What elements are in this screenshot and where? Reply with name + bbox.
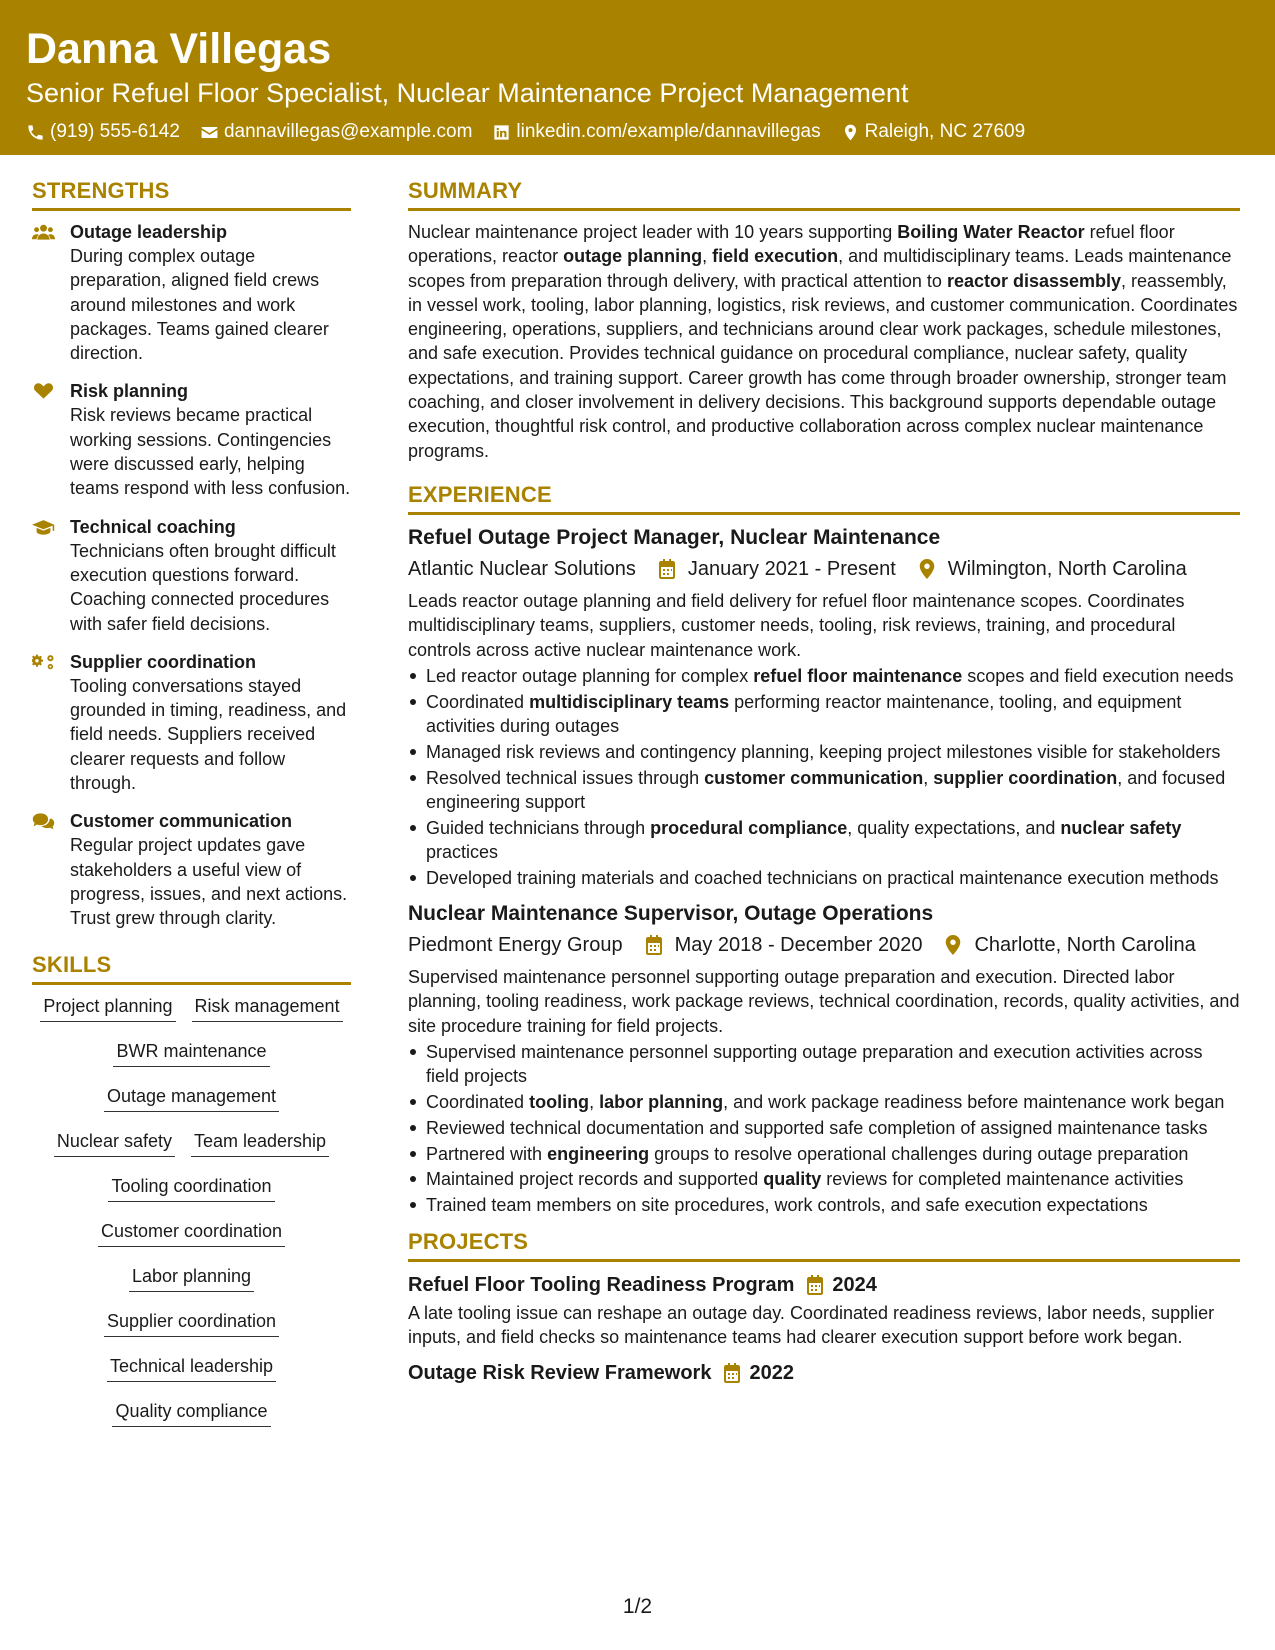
job-location: Wilmington, North Carolina <box>947 557 1187 580</box>
strength-desc: Regular project updates gave stakeholders a useful view of progress, issues, and next actions. Trust grew through clarity. <box>70 835 348 929</box>
job-bullet: Resolved technical issues through customer communication, supplier coordination, and focused engineering support <box>408 766 1240 815</box>
skill-tag: Risk management <box>192 994 343 1022</box>
project-year: 2022 <box>749 1362 794 1385</box>
strength-item <box>32 379 351 500</box>
skill-row <box>112 1399 270 1444</box>
strength-desc: Tooling conversations stayed grounded in timing, readiness, and field needs. Suppliers received clearer requests and follow through. <box>70 675 347 794</box>
project-description: A late tooling issue can reshape an outage day. Coordinated readiness reviews, labor needs, supplier inputs, and field checks so maintenance teams had clearer execution support before work began. <box>408 1302 1215 1347</box>
skills-heading: SKILLS <box>32 951 351 985</box>
skill-tag: Supplier coordination <box>104 1309 279 1337</box>
summary-text: Nuclear maintenance project leader with 10 years supporting Boiling Water Reactor refuel floor operations, reactor outage planning, field execution, and multidisciplinary teams. Leads maintenance scopes from preparation through delivery, with practical attention to reactor disassembly, reassembly, in vessel work, tooling, labor planning, logistics, risk reviews, and customer communication. Coordinates engineering, operations, suppliers, and technicians around clear work packages, schedule milestones, and safe execution. Provides technical guidance on procedural compliance, nuclear safety, quality expectations, and training support. Career growth has come through broader ownership, stronger team coaching, and closer involvement in delivery decisions. This background supports dependable outage execution, thoughtful risk control, and productive collaboration across complex nuclear maintenance programs. <box>408 222 1238 461</box>
skill-row <box>108 1174 274 1219</box>
skill-tag: Tooling coordination <box>108 1174 274 1202</box>
project-name: Refuel Floor Tooling Readiness Program <box>408 1273 795 1296</box>
job-bullet: Coordinated multidisciplinary teams performing reactor maintenance, tooling, and equipment activities during outages <box>408 690 1240 739</box>
envelope-icon <box>200 123 219 142</box>
skill-row <box>104 1309 279 1354</box>
strength-item <box>32 650 351 795</box>
phone-text: (919) 555-6142 <box>50 121 180 142</box>
contact-bar <box>26 120 1249 144</box>
candidate-name: Danna Villegas <box>26 25 332 73</box>
skill-tag: Labor planning <box>129 1264 254 1292</box>
location-pin-icon <box>918 559 936 579</box>
graduation-cap-icon <box>32 518 55 536</box>
job-meta <box>408 931 1240 959</box>
job-dates: January 2021 - Present <box>687 557 896 580</box>
job-bullet: Reviewed technical documentation and supported safe completion of assigned maintenance tasks <box>408 1116 1240 1140</box>
job-bullet: Guided technicians through procedural compliance, quality expectations, and nuclear safety practices <box>408 816 1240 865</box>
job-bullet: Maintained project records and supported quality reviews for completed maintenance activities <box>408 1167 1240 1191</box>
skill-tag: Customer coordination <box>98 1219 285 1247</box>
comments-icon <box>32 812 55 830</box>
contact-location <box>841 120 1026 144</box>
strength-title: Supplier coordination <box>70 651 257 672</box>
job-title: Refuel Outage Project Manager, Nuclear Maintenance <box>408 525 941 549</box>
calendar-icon <box>723 1363 741 1383</box>
skill-tag: Technical leadership <box>107 1354 276 1382</box>
job-bullet: Supervised maintenance personnel supporting outage preparation and execution activities across field projects <box>408 1040 1240 1089</box>
job-entry <box>408 524 1240 890</box>
phone-icon <box>26 123 45 142</box>
users-icon <box>32 223 55 241</box>
contact-linkedin[interactable] <box>492 120 820 144</box>
contact-phone[interactable] <box>26 120 180 144</box>
calendar-icon <box>658 559 676 579</box>
job-bullet: Trained team members on site procedures, work controls, and safe execution expectations <box>408 1193 1240 1217</box>
heart-icon <box>32 382 55 400</box>
strength-title: Outage leadership <box>70 222 228 242</box>
resume-header <box>0 0 1275 155</box>
job-meta <box>408 555 1240 583</box>
location-pin-icon <box>944 935 962 955</box>
skill-tag: Project planning <box>40 994 175 1022</box>
skill-tag: Outage management <box>104 1084 279 1112</box>
resume-body <box>0 155 1275 1444</box>
project-entry <box>408 1271 1240 1350</box>
email-text: dannavillegas@example.com <box>223 121 473 142</box>
candidate-title: Senior Refuel Floor Specialist, Nuclear Maintenance Project Management <box>26 78 909 108</box>
job-description: Supervised maintenance personnel supporting outage preparation and execution. Directed labor planning, tooling readiness, work package reviews, technical coordination, records, quality activities, and site procedure training for field projects. <box>408 967 1240 1036</box>
job-bullet: Developed training materials and coached technicians on practical maintenance execution methods <box>408 866 1240 890</box>
right-column <box>408 177 1240 1444</box>
company-name: Atlantic Nuclear Solutions <box>408 557 636 580</box>
job-description: Leads reactor outage planning and field delivery for refuel floor maintenance scopes. Coordinates multidisciplinary teams, suppliers, customer needs, tooling, risk reviews, training, and procedural controls across active nuclear maintenance work. <box>408 590 1185 660</box>
strength-item <box>32 220 351 365</box>
experience-heading: EXPERIENCE <box>408 481 1240 515</box>
job-title: Nuclear Maintenance Supervisor, Outage Operations <box>408 902 934 926</box>
job-entry <box>408 900 1240 1217</box>
company-name: Piedmont Energy Group <box>408 934 623 957</box>
calendar-icon <box>645 935 663 955</box>
contact-email[interactable] <box>200 120 472 144</box>
skill-tag: BWR maintenance <box>113 1039 269 1067</box>
strengths-heading: STRENGTHS <box>32 177 351 211</box>
skill-tag: Quality compliance <box>112 1399 270 1427</box>
project-year: 2024 <box>832 1273 877 1296</box>
job-location: Charlotte, North Carolina <box>974 934 1196 957</box>
skill-row <box>129 1264 254 1309</box>
project-entry <box>408 1359 1240 1387</box>
job-bullet: Coordinated tooling, labor planning, and work package readiness before maintenance work began <box>408 1090 1240 1114</box>
skill-row <box>54 1129 329 1174</box>
job-bullet: Partnered with engineering groups to resolve operational challenges during outage preparation <box>408 1142 1240 1166</box>
skill-row <box>98 1219 285 1264</box>
calendar-icon <box>806 1275 824 1295</box>
job-bullets <box>408 664 1240 890</box>
strength-desc: Risk reviews became practical working sessions. Contingencies were discussed early, helping teams respond with less confusion. <box>70 405 351 499</box>
page-number: 1/2 <box>622 1595 653 1618</box>
job-bullet: Led reactor outage planning for complex refuel floor maintenance scopes and field execution needs <box>408 664 1240 688</box>
job-dates: May 2018 - December 2020 <box>674 934 923 957</box>
strength-desc: During complex outage preparation, aligned field crews around milestones and work packages. Teams gained clearer direction. <box>70 246 329 364</box>
projects-heading: PROJECTS <box>408 1228 1240 1262</box>
location-pin-icon <box>841 123 860 142</box>
linkedin-text: linkedin.com/example/dannavillegas <box>516 121 821 142</box>
project-header <box>408 1271 1240 1299</box>
skill-row <box>107 1354 276 1399</box>
left-column <box>32 177 351 1444</box>
strength-desc: Technicians often brought difficult execution questions forward. Coaching connected procedures with safer field decisions. <box>70 540 336 634</box>
strength-title: Technical coaching <box>70 516 236 537</box>
project-header <box>408 1359 1240 1387</box>
skill-row <box>40 994 342 1039</box>
summary-heading: SUMMARY <box>408 177 1240 211</box>
project-name: Outage Risk Review Framework <box>408 1362 712 1385</box>
job-bullets <box>408 1040 1240 1218</box>
skill-row <box>104 1084 279 1129</box>
strength-item <box>32 809 351 930</box>
strength-item <box>32 515 351 636</box>
skill-row <box>113 1039 269 1084</box>
location-text: Raleigh, NC 27609 <box>864 121 1026 142</box>
gears-icon <box>32 653 55 671</box>
strength-title: Risk planning <box>70 381 189 402</box>
skill-tag: Nuclear safety <box>54 1129 175 1157</box>
skills-list <box>32 994 351 1444</box>
linkedin-icon <box>492 123 511 142</box>
job-bullet: Managed risk reviews and contingency planning, keeping project milestones visible for stakeholders <box>408 740 1240 764</box>
skill-tag: Team leadership <box>191 1129 329 1157</box>
strength-title: Customer communication <box>70 811 293 832</box>
